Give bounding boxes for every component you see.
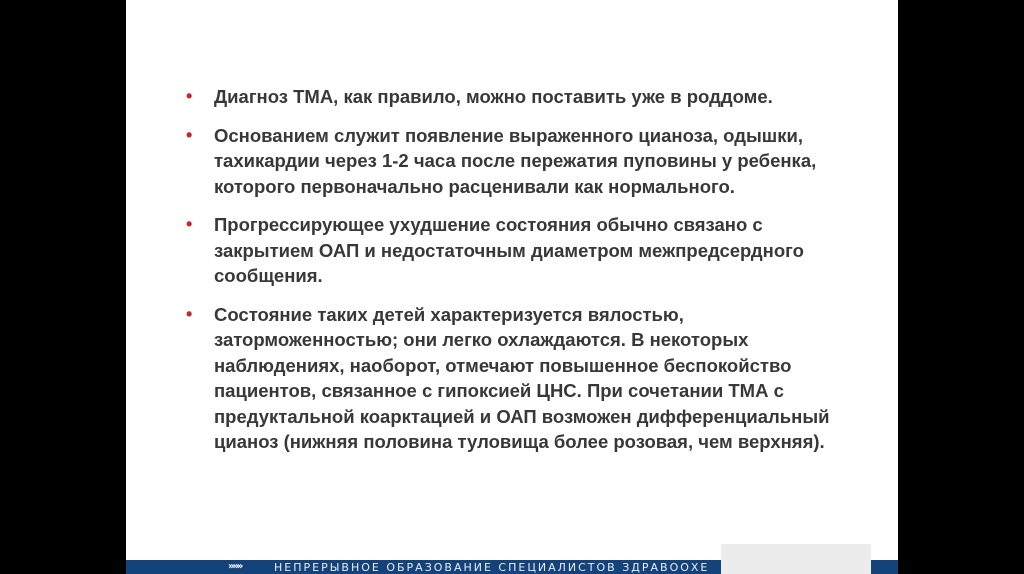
bullet-marker: •: [186, 86, 193, 106]
slide: [126, 0, 898, 574]
bullet-text: Основанием служит появление выраженного цианоза, одышки, тахикардии через 1-2 часа после пережатия пуповины у ребенка, которого первоначально расценивали как нормального.: [214, 124, 817, 197]
footer-logo-box: [721, 544, 871, 574]
bullet-item-2: [186, 123, 836, 200]
bullet-marker: •: [186, 214, 193, 234]
bullet-text: Состояние таких детей характеризуется вялостью, заторможенностью; они легко охлаждаются. В некоторых наблюдениях, наоборот, отмечают повышенное беспокойство пациентов, связанное с гипоксией ЦНС. При сочетании ТМА с предуктальной коарктацией и ОАП возможен дифференциальный цианоз (нижняя половина туловища более розовая, чем верхняя).: [214, 303, 830, 452]
bullet-item-3: [186, 212, 836, 289]
bullet-item-4: [186, 302, 836, 455]
bullet-text: Диагноз ТМА, как правило, можно поставить уже в роддоме.: [214, 86, 773, 107]
bullet-item-1: [186, 84, 836, 110]
footer-text: НЕПРЕРЫВНОЕ ОБРАЗОВАНИЕ СПЕЦИАЛИСТОВ ЗДРАВООХЕ: [274, 561, 710, 574]
chevrons-icon: »»»: [228, 561, 242, 572]
bullet-text: Прогрессирующее ухудшение состояния обычно связано с закрытием ОАП и недостаточным диаметром межпредсердного сообщения.: [214, 214, 804, 286]
bullet-marker: •: [186, 124, 193, 145]
bullet-list: [186, 84, 836, 468]
bullet-marker: •: [186, 303, 193, 324]
